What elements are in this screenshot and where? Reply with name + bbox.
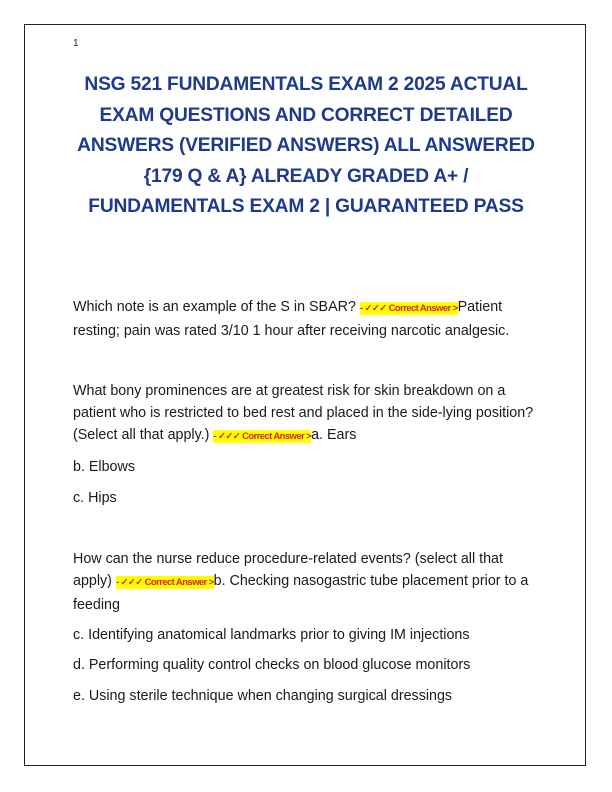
question-text: Which note is an example of the S in SBAR? (73, 299, 356, 315)
question-block (73, 296, 543, 342)
document-title (70, 70, 542, 223)
answer-option: c. Hips (73, 490, 117, 506)
correct-answer-tag: - ✓✓✓ Correct Answer > (115, 577, 214, 588)
title-line: EXAM QUESTIONS AND CORRECT DETAILED (99, 104, 513, 126)
correct-answer-tag: - ✓✓✓ Correct Answer > (359, 303, 458, 314)
answer-option: b. Elbows (73, 459, 135, 475)
title-line: ANSWERS (VERIFIED ANSWERS) ALL ANSWERED (77, 135, 535, 156)
answer-text: Patient resting; pain was rated 3/10 1 hour after receiving narcotic analgesic. (73, 299, 510, 339)
answer-text: a. Ears (311, 427, 357, 443)
title-line: {179 Q & A} ALREADY GRADED A+ / (143, 165, 469, 187)
answer-option: d. Performing quality control checks on blood glucose monitors (73, 657, 471, 673)
question-block (73, 380, 543, 448)
page-number: 1 (73, 38, 79, 49)
answer-text: b. Checking nasogastric tube placement prior to a feeding (73, 573, 529, 613)
question-text: How can the nurse reduce procedure-related events? (select all that apply) (73, 551, 503, 589)
question-block (73, 548, 543, 616)
title-line: FUNDAMENTALS EXAM 2 | GUARANTEED PASS (88, 196, 524, 217)
correct-answer-tag: - ✓✓✓ Correct Answer > (213, 431, 312, 442)
title-line: NSG 521 FUNDAMENTALS EXAM 2 2025 ACTUAL (84, 74, 528, 95)
answer-option: c. Identifying anatomical landmarks prior to giving IM injections (73, 627, 470, 643)
answer-option: e. Using sterile technique when changing surgical dressings (73, 688, 453, 704)
question-text: What bony prominences are at greatest risk for skin breakdown on a patient who is restricted to bed rest and placed in the side-lying position? (Select all that apply.) (73, 383, 534, 443)
